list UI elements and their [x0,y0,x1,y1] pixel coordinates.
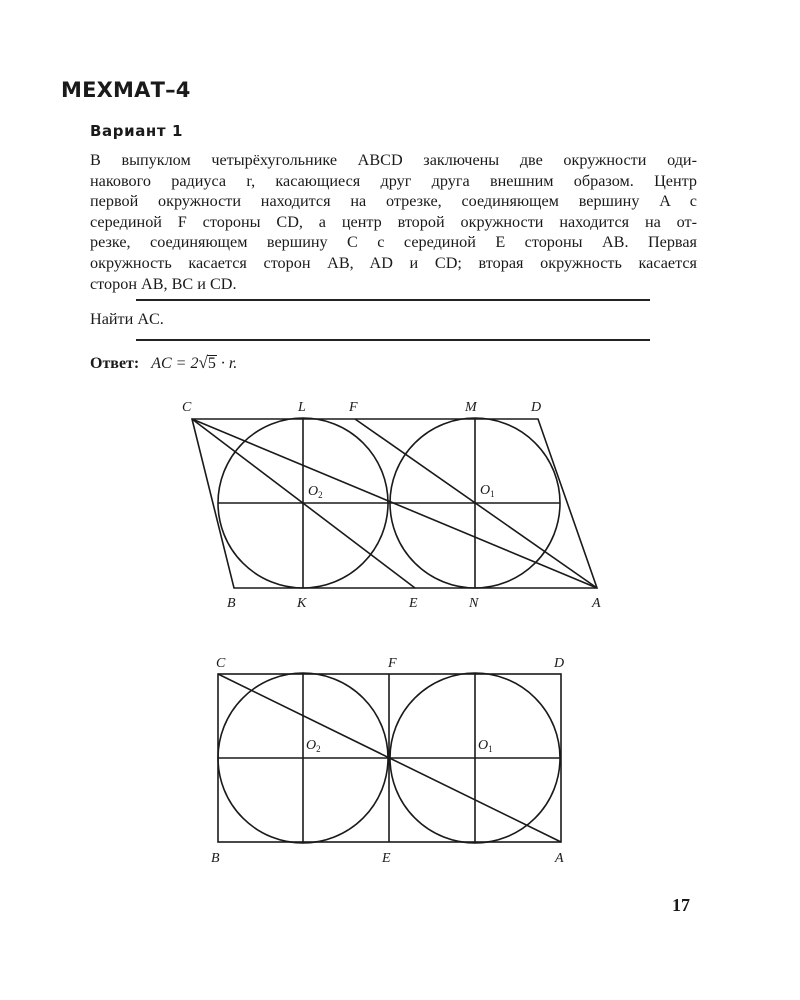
figure1-label-o2: $O_2$ [308,484,323,500]
problem-line: сторон AB, BC и CD. [90,274,237,293]
figure1-label-o1: $O_1$ [480,483,495,499]
problem-line: окружность касается сторон AB, AD и CD; вторая окружность касается [90,253,697,272]
answer-lhs: AC = 2 [151,355,199,372]
problem-line: первой окружности находится на отрезке, соединяющем вершину A с [90,192,697,211]
variant-title: Вариант 1 [90,122,184,140]
figure2-label-d: D [554,656,565,671]
figure1-lines [192,418,597,588]
chapter-title: МЕХМАТ–4 [61,78,191,102]
problem-line: резке, соединяющем вершину C с серединой E стороны AB. Первая [90,233,697,252]
figure2-label-a: A [555,851,564,866]
radical-sign-icon: √ [198,353,208,372]
figure2-label-e: E [382,851,391,866]
figure1-label-b: B [227,596,236,611]
answer-label: Ответ: [90,355,140,372]
figure2-label-o2: $O_2$ [306,738,321,754]
answer-radicand: 5 [207,355,216,372]
figure2-label-f: F [388,656,397,671]
figure1-label-a: A [592,596,601,611]
figure2-label-c: C [216,656,226,671]
figure1-label-f: F [349,400,358,415]
figure1-label-m: M [465,400,477,415]
figure1-label-c: C [182,400,192,415]
figure2-lines [218,673,561,843]
problem-line: серединой F стороны CD, а центр второй окружности находится на от- [90,212,697,231]
problem-line: В выпуклом четырёхугольнике ABCD заключены две окружности оди- [90,151,697,169]
figure1-label-n: N [469,596,479,611]
figure2-label-b: B [211,851,220,866]
find-text: Найти AC. [90,310,164,328]
page-number: 17 [672,895,690,915]
problem-line: накового радиуса r, касающиеся друг друга внешним образом. Центр [90,171,697,190]
answer-rhs: · r. [216,355,238,372]
figure1-label-l: L [298,400,306,415]
figure1-label-e: E [409,596,418,611]
figure1-label-d: D [531,400,542,415]
figure2-label-o1: $O_1$ [478,738,493,754]
figure1-label-k: K [297,596,307,611]
